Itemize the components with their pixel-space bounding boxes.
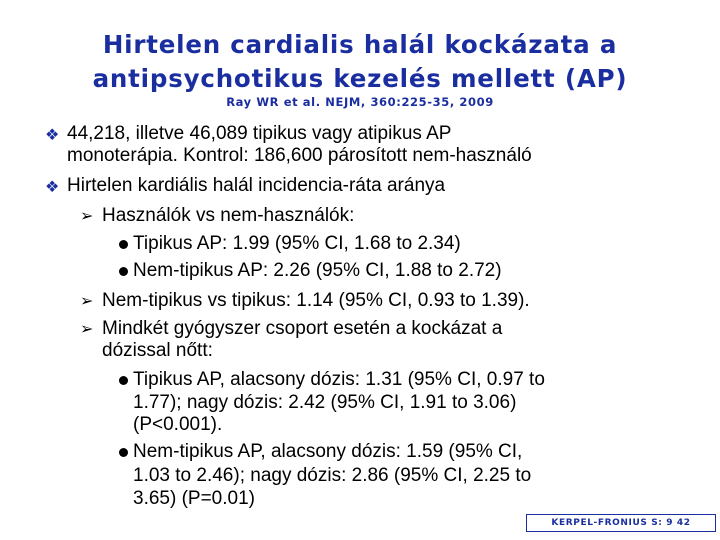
bullet-1-line-1: 44,218, illetve 46,089 tipikus vagy atipikus AP: [67, 123, 452, 144]
sub-3-item-2-line-3: 3.65) (P=0.01): [133, 488, 255, 509]
dot-bullet-icon: [119, 448, 128, 457]
bullet-2-line-1: Hirtelen kardiális halál incidencia-ráta aránya: [67, 175, 446, 196]
sub-1-item-2: Nem-tipikus AP: 2.26 (95% CI, 1.88 to 2.72): [133, 260, 502, 281]
sub-2-line-1: Nem-tipikus vs tipikus: 1.14 (95% CI, 0.93 to 1.39).: [102, 290, 530, 311]
sub-3-item-2-line-1: Nem-tipikus AP, alacsony dózis: 1.59 (95% CI,: [133, 441, 523, 462]
dot-bullet-icon: [119, 376, 128, 385]
footer-page-label: KERPEL-FRONIUS S: 9 42: [526, 514, 716, 532]
sub-3-item-2-line-2: 1.03 to 2.46); nagy dózis: 2.86 (95% CI, 2.25 to: [133, 465, 532, 486]
arrow-bullet-icon: ➢: [80, 321, 94, 338]
sub-3-item-1-line-2: 1.77); nagy dózis: 2.42 (95% CI, 1.91 to 3.06): [133, 392, 517, 413]
diamond-bullet-icon: ❖: [45, 179, 60, 196]
diamond-bullet-icon: ❖: [45, 127, 60, 144]
citation: Ray WR et al. NEJM, 360:225-35, 2009: [226, 95, 494, 109]
dot-bullet-icon: [119, 267, 128, 276]
arrow-bullet-icon: ➢: [80, 293, 94, 310]
sub-1-item-1: Tipikus AP: 1.99 (95% CI, 1.68 to 2.34): [133, 233, 461, 254]
sub-3-line-2: dózissal nőtt:: [102, 340, 213, 361]
sub-1-line-1: Használók vs nem-használók:: [102, 205, 355, 226]
arrow-bullet-icon: ➢: [80, 208, 94, 225]
bullet-1-line-2: monoterápia. Kontrol: 186,600 párosított nem-használó: [67, 145, 532, 166]
sub-3-line-1: Mindkét gyógyszer csoport esetén a kockázat a: [102, 318, 503, 339]
slide-title-line-1: Hirtelen cardialis halál kockázata a: [102, 30, 618, 59]
slide-title-line-2: antipsychotikus kezelés mellett (AP): [92, 64, 628, 93]
sub-3-item-1-line-1: Tipikus AP, alacsony dózis: 1.31 (95% CI, 0.97 to: [133, 369, 545, 390]
dot-bullet-icon: [119, 240, 128, 249]
sub-3-item-1-line-3: (P<0.001).: [133, 414, 223, 435]
